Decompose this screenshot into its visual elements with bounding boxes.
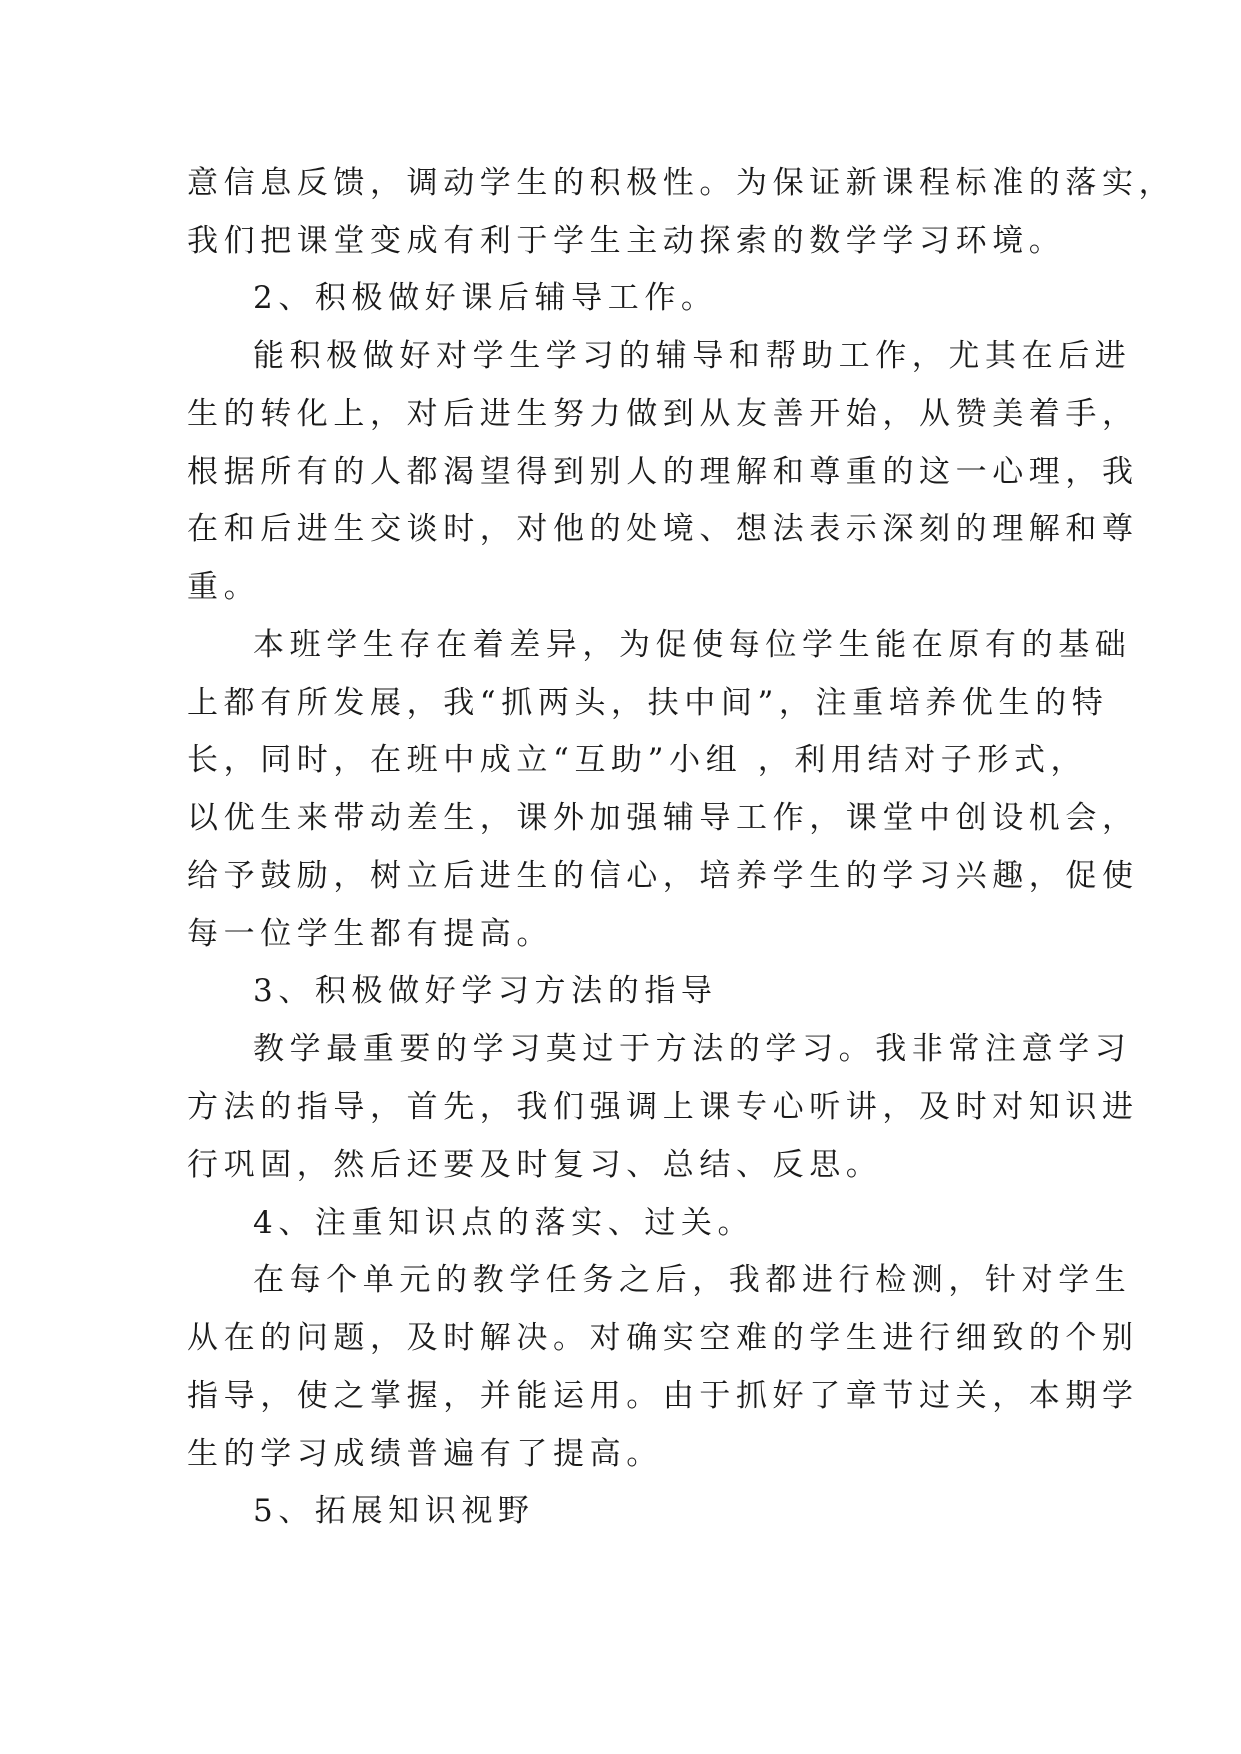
text-line: 上都有所发展，我“抓两头，扶中间”，注重培养优生的特 <box>187 685 1109 721</box>
text-line: 我们把课堂变成有利于学生主动探索的数学学习环境。 <box>187 223 1066 259</box>
text-line: 指导，使之掌握，并能运用。由于抓好了章节过关，本期学 <box>187 1378 1139 1414</box>
text-line: 在和后进生交谈时，对他的处境、想法表示深刻的理解和尊 <box>187 511 1139 547</box>
text-line: 每一位学生都有提高。 <box>187 916 553 952</box>
text-line: 给予鼓励，树立后进生的信心，培养学生的学习兴趣，促使 <box>187 858 1139 894</box>
text-line: 生的转化上，对后进生努力做到从友善开始，从赞美着手， <box>187 396 1139 432</box>
text-line: 本班学生存在着差异，为促使每位学生能在原有的基础 <box>253 627 1132 663</box>
text-line: 方法的指导，首先，我们强调上课专心听讲，及时对知识进 <box>187 1089 1139 1125</box>
text-line: 意信息反馈，调动学生的积极性。为保证新课程标准的落实， <box>187 165 1176 201</box>
section-heading: 5、拓展知识视野 <box>253 1493 535 1529</box>
text-line: 长，同时，在班中成立“互助”小组 ，利用结对子形式， <box>187 742 1088 778</box>
section-heading: 2、积极做好课后辅导工作。 <box>253 280 718 316</box>
text-line: 从在的问题，及时解决。对确实空难的学生进行细致的个别 <box>187 1320 1139 1356</box>
section-heading: 3、积极做好学习方法的指导 <box>253 973 718 1009</box>
text-line: 教学最重要的学习莫过于方法的学习。我非常注意学习 <box>253 1031 1132 1067</box>
section-heading: 4、注重知识点的落实、过关。 <box>253 1205 755 1241</box>
text-line: 重。 <box>187 569 261 605</box>
text-line: 生的学习成绩普遍有了提高。 <box>187 1436 663 1472</box>
text-line: 在每个单元的教学任务之后，我都进行检测，针对学生 <box>253 1262 1132 1298</box>
text-line: 以优生来带动差生，课外加强辅导工作，课堂中创设机会， <box>187 800 1139 836</box>
text-line: 行巩固，然后还要及时复习、总结、反思。 <box>187 1147 883 1183</box>
text-line: 根据所有的人都渴望得到别人的理解和尊重的这一心理，我 <box>187 454 1139 490</box>
text-line: 能积极做好对学生学习的辅导和帮助工作，尤其在后进 <box>253 338 1132 374</box>
